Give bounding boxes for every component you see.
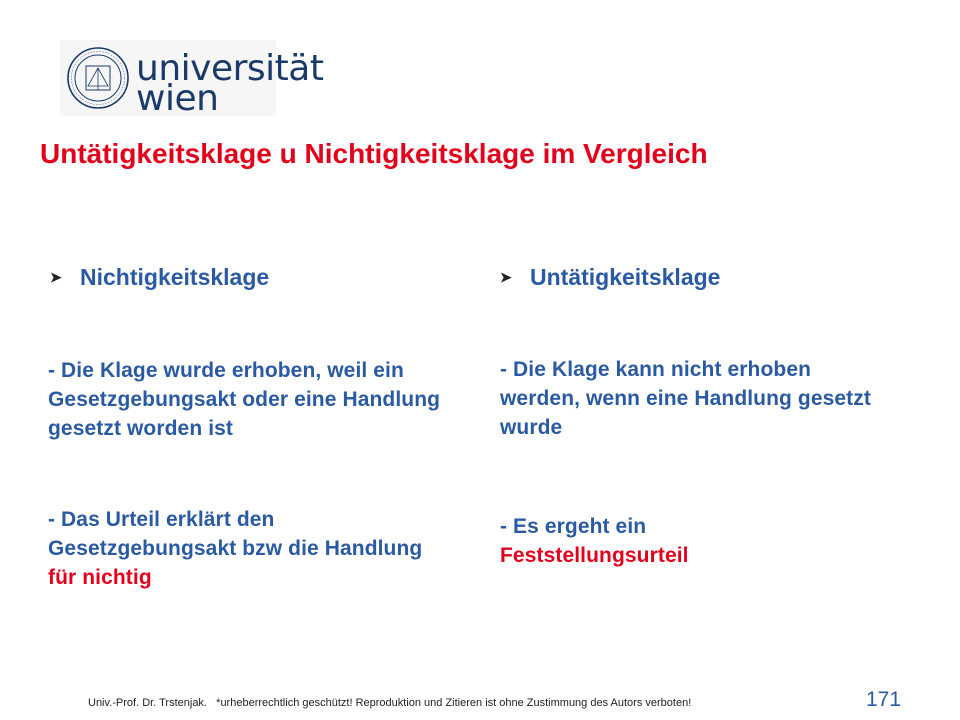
slide-title: Untätigkeitsklage u Nichtigkeitsklage im Vergleich (40, 138, 708, 169)
logo-wordmark-line2: wien (136, 78, 219, 119)
right-paragraph-2 (500, 512, 880, 570)
arrow-bullet-icon: ➤ (500, 269, 512, 285)
right-heading-label: Untätigkeitsklage (530, 264, 721, 290)
right-paragraph-2-highlight: Feststellungsurteil (500, 544, 689, 567)
arrow-bullet-icon: ➤ (50, 269, 62, 285)
right-paragraph-2-text: - Es ergeht ein (500, 515, 647, 538)
left-column-heading (50, 264, 269, 291)
right-paragraph-1: - Die Klage kann nicht erhoben werden, wenn eine Handlung gesetzt wurde (500, 358, 871, 439)
left-paragraph-2 (48, 505, 448, 592)
left-paragraph-2-highlight: für nichtig (48, 566, 152, 589)
university-seal-icon (66, 46, 130, 110)
university-logo (60, 40, 324, 119)
copyright-footer: Univ.-Prof. Dr. Trstenjak. *urheberrechtlich geschützt! Reproduktion und Zitieren ist ohne Zustimmung des Autors verboten! (88, 697, 692, 709)
right-column-heading (500, 264, 720, 291)
page-number: 171 (866, 688, 902, 711)
left-paragraph-2-text: - Das Urteil erklärt den Gesetzgebungsakt bzw die Handlung (48, 508, 423, 560)
left-heading-label: Nichtigkeitsklage (80, 264, 270, 290)
left-paragraph-1: - Die Klage wurde erhoben, weil ein Gesetzgebungsakt oder eine Handlung gesetzt worden ist (48, 359, 441, 440)
logo-wordmark-line1: universität (136, 48, 324, 89)
